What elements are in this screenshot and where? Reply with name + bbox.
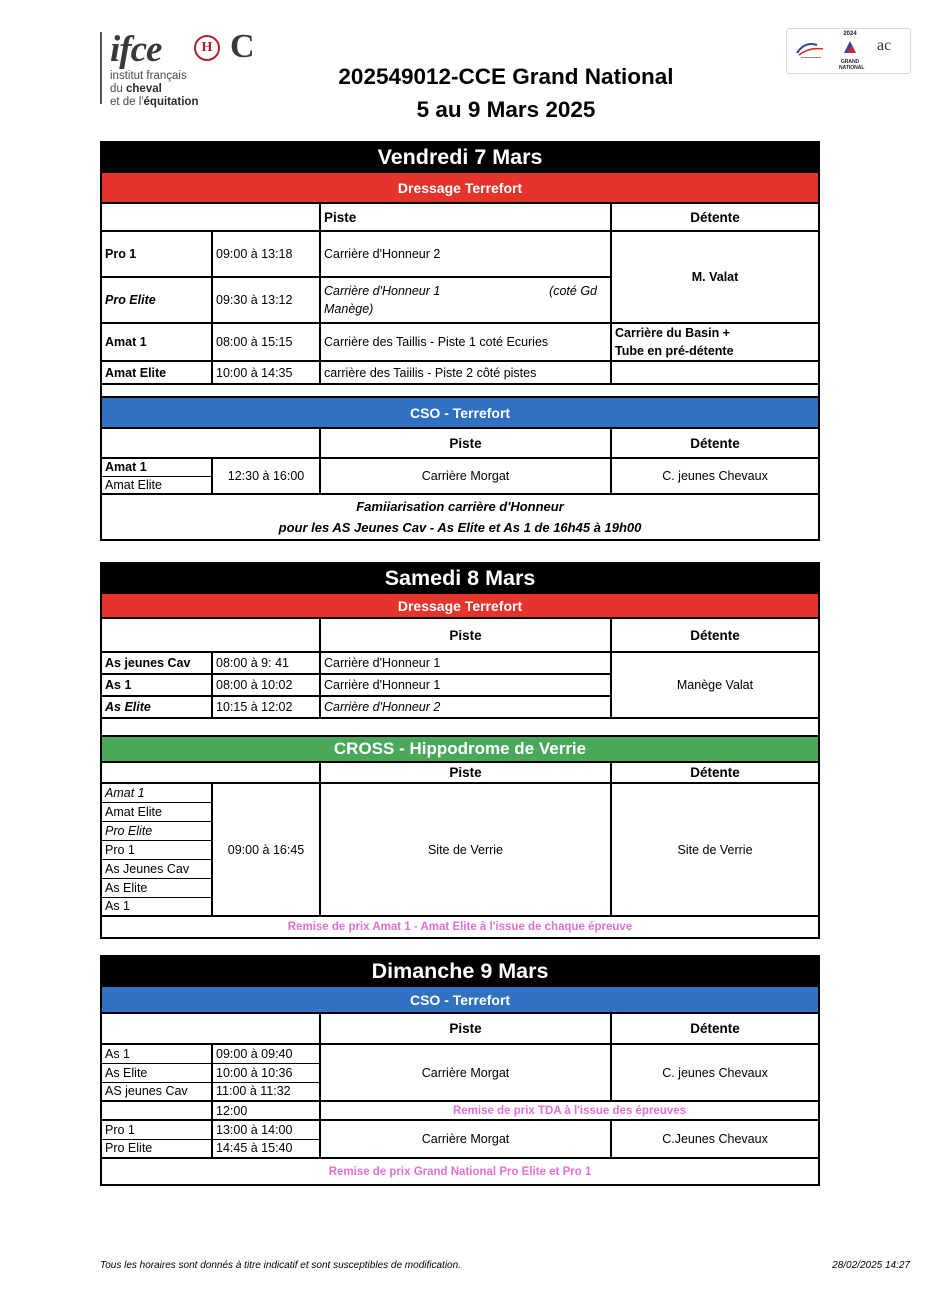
ffe-logo-icon	[795, 39, 827, 61]
detente-name: C. jeunes Chevaux	[611, 1044, 819, 1101]
col-piste: Piste	[320, 762, 611, 783]
category-label: Amat Elite	[101, 802, 212, 821]
time-range: 10:00 à 14:35	[212, 361, 320, 384]
piste-name: Carrière d'Honneur 1	[320, 652, 611, 674]
category-label: Amat 1	[101, 323, 212, 361]
detente-name: C.Jeunes Chevaux	[611, 1120, 819, 1158]
grand-national-logo: 2024 GRAND NATIONAL	[839, 31, 865, 71]
category-label: Amat 1	[101, 783, 212, 802]
time-range: 10:15 à 12:02	[212, 696, 320, 718]
ifce-logo	[100, 28, 280, 110]
category-label: Pro Elite	[101, 277, 212, 323]
category-label: Pro Elite	[101, 821, 212, 840]
friday-schedule	[100, 141, 820, 541]
print-timestamp: 28/02/2025 14:27	[832, 1260, 910, 1271]
page-title	[280, 60, 732, 126]
time-range: 08:00 à 10:02	[212, 674, 320, 696]
day-header: Samedi 8 Mars	[101, 563, 819, 593]
ac-logo-icon: ac	[877, 37, 892, 54]
piste-name: Site de Verrie	[320, 783, 611, 916]
remise-de-prix-note: Remise de prix Amat 1 - Amat Elite à l'issue de chaque épreuve	[101, 916, 819, 938]
category-label: As jeunes Cav	[101, 652, 212, 674]
remise-grand-national-note: Remise de prix Grand National Pro Elite et Pro 1	[101, 1158, 819, 1185]
detente-name: C. jeunes Chevaux	[611, 458, 819, 494]
category-label: As Elite	[101, 878, 212, 897]
section-dressage-header: Dressage Terrefort	[101, 593, 819, 618]
piste-name: Carrière d'Honneur 2	[320, 696, 611, 718]
sunday-schedule	[100, 955, 820, 1186]
ifce-wordmark: ifce	[110, 29, 162, 70]
detente-name: Site de Verrie	[611, 783, 819, 916]
section-dressage-header: Dressage Terrefort	[101, 172, 819, 203]
col-piste: Piste	[320, 428, 611, 458]
haras-seal-icon: H	[194, 35, 220, 61]
category-label: Pro 1	[101, 1120, 212, 1139]
section-cso-header: CSO - Terrefort	[101, 986, 819, 1013]
category-label: Amat Elite	[101, 361, 212, 384]
time-range: 09:30 à 13:12	[212, 277, 320, 323]
piste-name: Carrière d'Honneur 2	[320, 231, 611, 277]
time-range: 08:00 à 9: 41	[212, 652, 320, 674]
category-label: As 1	[101, 897, 212, 916]
category-label: Pro 1	[101, 231, 212, 277]
piste-name: Carrière Morgat	[320, 1044, 611, 1101]
time-range: 11:00 à 11:32	[212, 1082, 320, 1101]
logo-divider	[100, 32, 102, 104]
col-piste: Piste	[320, 1013, 611, 1044]
piste-name: Carrière Morgat	[320, 1120, 611, 1158]
piste-name: Carrière Morgat	[320, 458, 611, 494]
col-piste: Piste	[320, 618, 611, 652]
day-header: Vendredi 7 Mars	[101, 142, 819, 172]
category-label: Amat 1	[101, 458, 212, 476]
time-range: 14:45 à 15:40	[212, 1139, 320, 1158]
category-label: As 1	[101, 674, 212, 696]
horse-c-icon: C	[230, 28, 255, 65]
event-title: 202549012-CCE Grand National	[338, 64, 674, 89]
time-range: 10:00 à 10:36	[212, 1063, 320, 1082]
familiarisation-note: Famiiarisation carrière d'Honneur pour les AS Jeunes Cav - As Elite et As 1 de 16h45 à 19h00	[101, 494, 819, 540]
piste-name: Carrière des Taillis - Piste 1 coté Ecuries	[320, 323, 611, 361]
col-detente: Détente	[611, 428, 819, 458]
col-detente: Détente	[611, 203, 819, 231]
time-range: 09:00 à 09:40	[212, 1044, 320, 1063]
category-label: As Elite	[101, 696, 212, 718]
time-range: 12:30 à 16:00	[212, 458, 320, 494]
col-detente: Détente	[611, 1013, 819, 1044]
detente-name: Manège Valat	[611, 652, 819, 718]
category-label: Pro Elite	[101, 1139, 212, 1158]
ifce-tagline: institut français du cheval et de l'équitation	[110, 70, 199, 108]
disclaimer-text: Tous les horaires sont donnés à titre indicatif et sont susceptibles de modification.	[100, 1260, 461, 1271]
time-range: 09:00 à 16:45	[212, 783, 320, 916]
time-range: 13:00 à 14:00	[212, 1120, 320, 1139]
col-detente: Détente	[611, 618, 819, 652]
day-header: Dimanche 9 Mars	[101, 956, 819, 986]
section-cross-header: CROSS - Hippodrome de Verrie	[101, 736, 819, 762]
category-label: As Elite	[101, 1063, 212, 1082]
detente-name: M. Valat	[611, 231, 819, 323]
category-label: As Jeunes Cav	[101, 859, 212, 878]
col-detente: Détente	[611, 762, 819, 783]
category-label: Amat Elite	[101, 476, 212, 494]
remise-tda-note: Remise de prix TDA à l'issue des épreuves	[320, 1101, 819, 1120]
category-label: Pro 1	[101, 840, 212, 859]
saturday-schedule	[100, 562, 820, 939]
time-range: 09:00 à 13:18	[212, 231, 320, 277]
piste-name: Carrière d'Honneur 1	[320, 674, 611, 696]
time-range: 08:00 à 15:15	[212, 323, 320, 361]
section-cso-header: CSO - Terrefort	[101, 397, 819, 428]
piste-name: carrière des Taiilis - Piste 2 côté pistes	[320, 361, 611, 384]
category-label: As 1	[101, 1044, 212, 1063]
grand-national-emblem-icon	[840, 37, 860, 57]
detente-name: Carrière du Basin + Tube en pré-détente	[611, 323, 819, 361]
piste-name: Carrière d'Honneur 1 (coté Gd Manège)	[320, 277, 611, 323]
partner-logos	[786, 28, 911, 74]
col-piste: Piste	[320, 203, 611, 231]
event-dates: 5 au 9 Mars 2025	[416, 97, 596, 122]
time-range: 12:00	[212, 1101, 320, 1120]
category-label: AS jeunes Cav	[101, 1082, 212, 1101]
